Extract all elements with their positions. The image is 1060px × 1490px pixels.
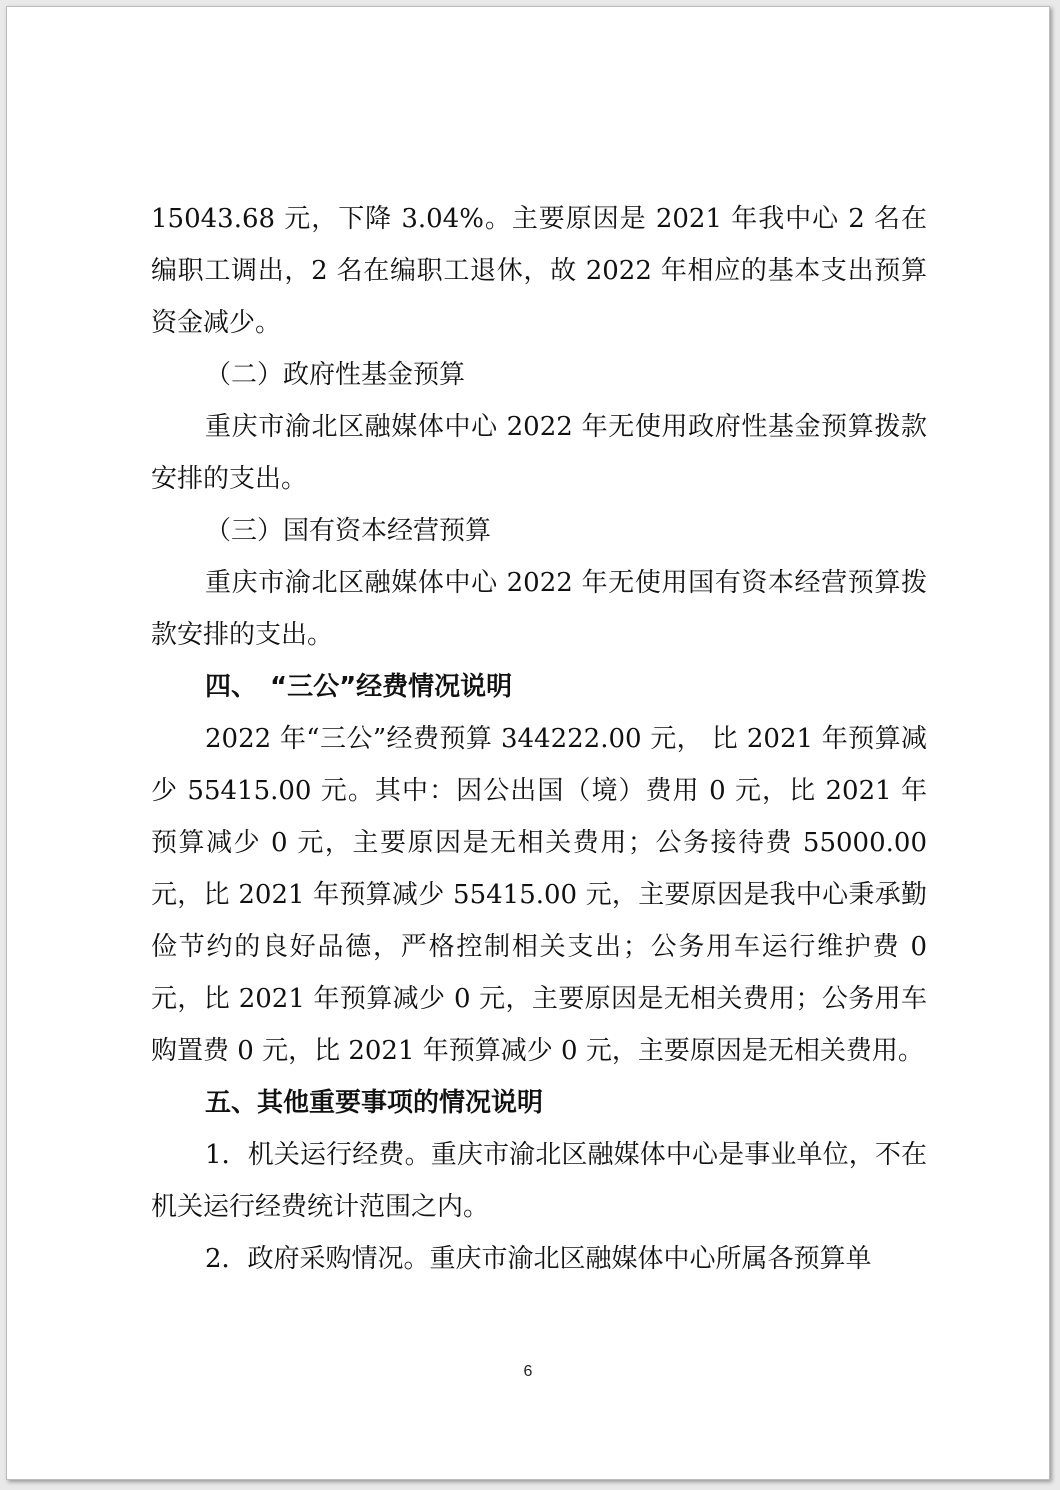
paragraph-state-capital-budget: 重庆市渝北区融媒体中心 2022 年无使用国有资本经营预算拨款安排的支出。 xyxy=(151,568,927,650)
paragraph-operating-expenses: 1．机关运行经费。重庆市渝北区融媒体中心是事业单位，不在机关运行经费统计范围之内。 xyxy=(151,1140,927,1222)
heading-three-public-expenses: 四、 “三公”经费情况说明 xyxy=(205,672,513,702)
document-body xyxy=(151,193,927,1285)
paragraph-government-fund-budget: 重庆市渝北区融媒体中心 2022 年无使用政府性基金预算拨款安排的支出。 xyxy=(151,412,927,494)
paragraph-budget-decrease: 15043.68 元，下降 3.04%。主要原因是 2021 年我中心 2 名在编职工调出，2 名在编职工退休，故 2022 年相应的基本支出预算资金减少。 xyxy=(151,204,927,338)
document-page xyxy=(6,6,1050,1480)
heading-government-fund-budget: （二）政府性基金预算 xyxy=(205,360,466,390)
paragraph-three-public-expenses: 2022 年“三公”经费预算 344222.00 元， 比 2021 年预算减少 55415.00 元。其中：因公出国（境）费用 0 元，比 2021 年预算减少 0 元，主要原因是无相关费用；公务接待费 55000.00 元，比 2021 年预算减少 55415.00 元，主要原因是我中心秉承勤俭节约的良好品德，严格控制相关支出；公务用车运行维护费 0 元，比 2021 年预算减少 0 元，主要原因是无相关费用；公务用车购置费 0 元，比 2021 年预算减少 0 元，主要原因是无相关费用。 xyxy=(151,724,927,1066)
page-number: 6 xyxy=(523,1363,533,1380)
paragraph-government-procurement: 2．政府采购情况。重庆市渝北区融媒体中心所属各预算单 xyxy=(205,1244,872,1274)
heading-other-important-matters: 五、其他重要事项的情况说明 xyxy=(205,1088,544,1118)
heading-state-capital-budget: （三）国有资本经营预算 xyxy=(205,516,492,546)
